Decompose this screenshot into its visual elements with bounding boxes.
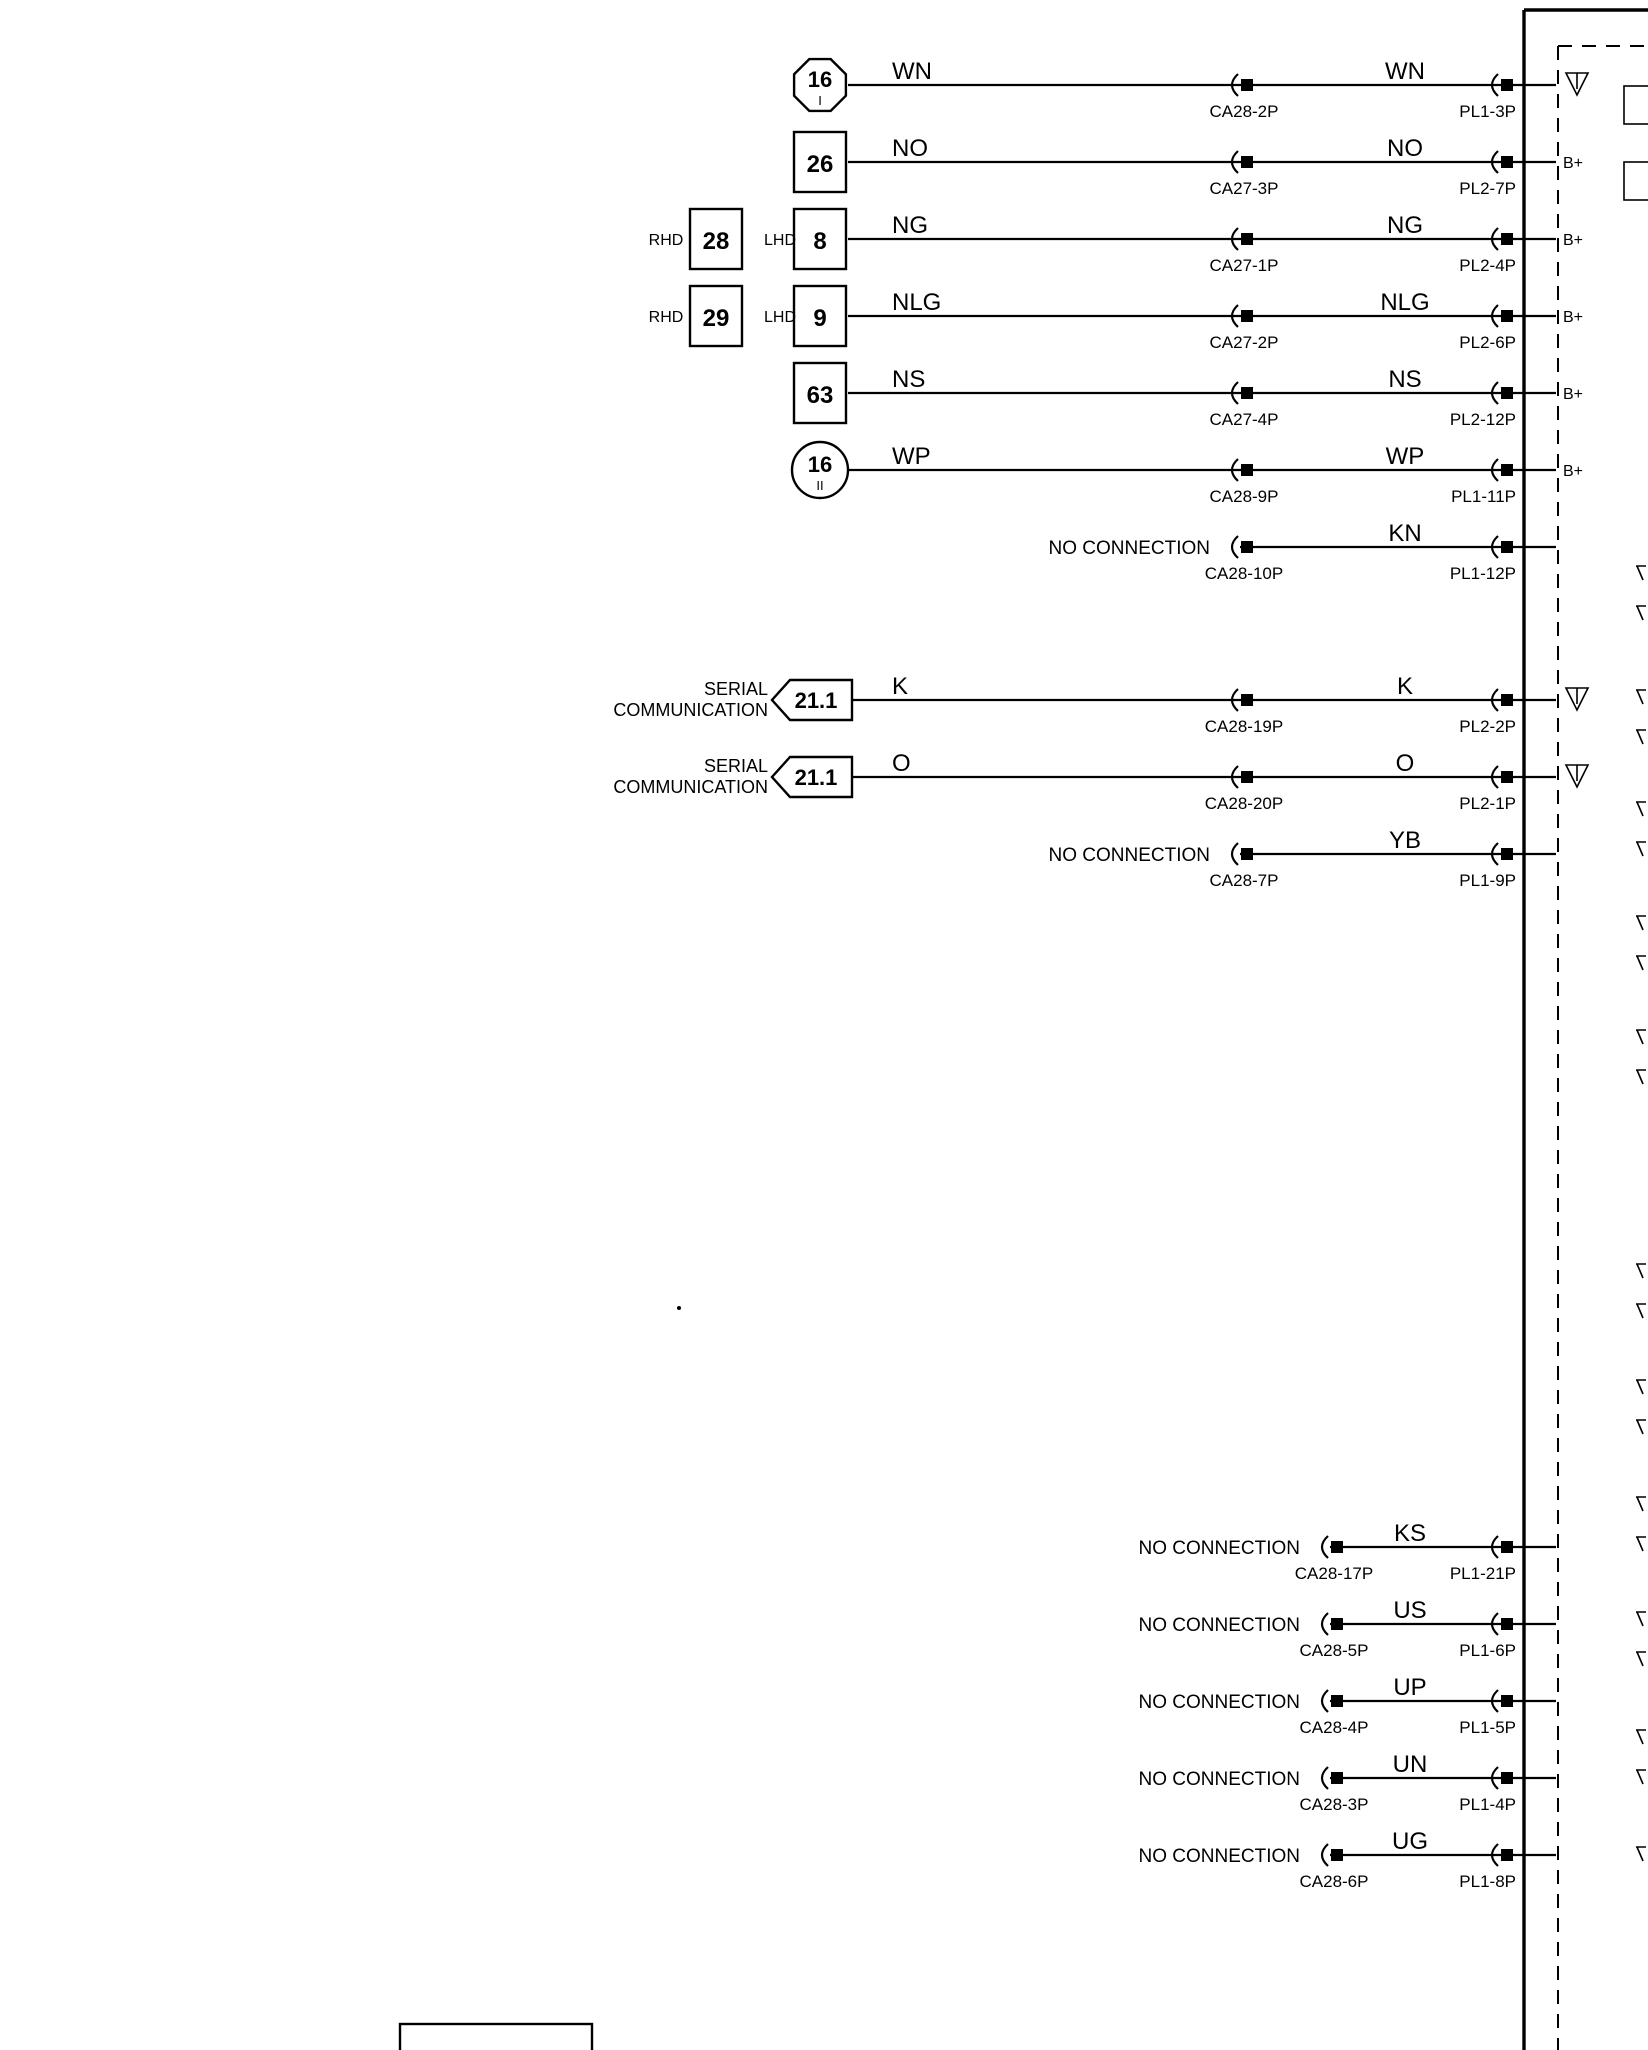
no-connection-label: NO CONNECTION — [1048, 538, 1210, 559]
mid-connector-label: CA28-5P — [1299, 1641, 1369, 1660]
mid-connector-label: CA28-9P — [1209, 487, 1279, 506]
right-wire-color: KN — [1388, 520, 1422, 547]
circuit-row — [1139, 1751, 1557, 1814]
left-wire-color: NS — [892, 366, 926, 393]
edge-mark — [1636, 730, 1646, 744]
right-wire-color: WP — [1385, 443, 1425, 470]
edge-mark — [1636, 1847, 1646, 1861]
edge-mark — [1636, 916, 1646, 930]
alt-ref-number: 29 — [702, 305, 730, 332]
lhd-tag: LHD — [763, 232, 797, 249]
no-connection-label: NO CONNECTION — [1138, 1769, 1300, 1790]
mid-connector-label: CA28-2P — [1209, 102, 1279, 121]
right-wire-color: NO — [1387, 135, 1423, 162]
no-connection-label: NO CONNECTION — [1138, 1846, 1300, 1867]
lhd-tag: LHD — [763, 309, 797, 326]
mid-connector — [1322, 1536, 1343, 1558]
stray-dot — [677, 1306, 681, 1310]
ref-label: SERIAL — [703, 756, 768, 776]
edge-mark — [1636, 1497, 1646, 1511]
edge-mark — [1636, 1380, 1646, 1394]
left-wire-color: K — [892, 673, 909, 700]
ecu-connector-label: PL2-6P — [1459, 333, 1516, 352]
edge-mark — [1636, 842, 1646, 856]
edge-mark — [1636, 1770, 1646, 1784]
no-connection-label: NO CONNECTION — [1138, 1538, 1300, 1559]
circuit-row — [794, 58, 1588, 121]
ecu-connector-label: PL2-7P — [1459, 179, 1516, 198]
circuit-row — [649, 209, 1583, 275]
mid-connector-label: CA28-3P — [1299, 1795, 1369, 1814]
ecu-connector-label: PL1-4P — [1459, 1795, 1516, 1814]
ref-number: 21.1 — [794, 765, 838, 790]
ecu-connector-label: PL1-21P — [1449, 1564, 1516, 1583]
no-connection-label: NO CONNECTION — [1138, 1615, 1300, 1636]
right-wire-color: WN — [1385, 58, 1425, 85]
edge-mark — [1636, 1537, 1646, 1551]
circuit-row — [649, 286, 1583, 352]
ecu-connector-label: PL2-2P — [1459, 717, 1516, 736]
right-wire-color: US — [1393, 1597, 1427, 1624]
ecu-pin-label: B+ — [1563, 463, 1584, 480]
mid-connector-label: CA27-1P — [1209, 256, 1279, 275]
left-wire-color: NLG — [892, 289, 942, 316]
mid-connector-label: CA27-4P — [1209, 410, 1279, 429]
ref-number: 63 — [806, 382, 834, 409]
edge-mark — [1636, 1612, 1646, 1626]
mid-connector — [1322, 1613, 1343, 1635]
ref-sub: I — [818, 93, 822, 108]
ecu-pin-label: B+ — [1563, 386, 1584, 403]
mid-connector-label: CA28-19P — [1204, 717, 1284, 736]
circuit-row — [1049, 520, 1557, 583]
circuit-row — [794, 363, 1583, 429]
mid-connector-label: CA27-3P — [1209, 179, 1279, 198]
ecu-connector-label: PL2-4P — [1459, 256, 1516, 275]
ecu-pin-label: B+ — [1563, 232, 1584, 249]
ref-label: SERIAL — [703, 679, 768, 699]
mid-connector-label: CA28-4P — [1299, 1718, 1369, 1737]
ref-sub: II — [816, 478, 824, 493]
bottom-box — [400, 2024, 592, 2050]
mid-connector-label: CA28-10P — [1204, 564, 1284, 583]
ref-label: COMMUNICATION — [613, 777, 768, 797]
right-wire-color: UG — [1392, 1828, 1428, 1855]
circuit-row — [792, 442, 1583, 506]
mid-connector — [1232, 843, 1253, 865]
right-wire-color: NS — [1388, 366, 1422, 393]
circuit-row — [1139, 1520, 1557, 1583]
edge-mark — [1636, 1730, 1646, 1744]
no-connection-label: NO CONNECTION — [1138, 1692, 1300, 1713]
right-wire-color: YB — [1388, 827, 1422, 854]
mid-connector-label: CA27-2P — [1209, 333, 1279, 352]
circuit-row — [1139, 1597, 1557, 1660]
ecu-connector-label: PL1-3P — [1459, 102, 1516, 121]
edge-mark — [1636, 1304, 1646, 1318]
no-connection-label: NO CONNECTION — [1048, 845, 1210, 866]
edge-mark — [1636, 1264, 1646, 1278]
ref-number: 8 — [813, 228, 827, 255]
ref-number: 16 — [807, 67, 833, 92]
mid-connector-label: CA28-20P — [1204, 794, 1284, 813]
ecu-connector-label: PL1-6P — [1459, 1641, 1516, 1660]
edge-mark — [1636, 1030, 1646, 1044]
right-wire-color: UN — [1392, 1751, 1428, 1778]
left-wire-color: O — [892, 750, 911, 777]
circuit-row — [613, 673, 1588, 736]
ref-number: 9 — [813, 305, 827, 332]
alt-ref-number: 28 — [702, 228, 730, 255]
circuit-row — [1049, 827, 1557, 890]
ecu-connector-label: PL2-12P — [1449, 410, 1516, 429]
rhd-tag: RHD — [648, 232, 684, 249]
ecu-pin-label: B+ — [1563, 155, 1584, 172]
right-wire-color: K — [1396, 673, 1414, 700]
ecu-connector-label: PL1-5P — [1459, 1718, 1516, 1737]
left-wire-color: WP — [892, 443, 931, 470]
left-wire-color: NO — [892, 135, 928, 162]
ecu-connector-label: PL1-8P — [1459, 1872, 1516, 1891]
right-wire-color: O — [1395, 750, 1415, 777]
ref-number: 26 — [806, 151, 834, 178]
edge-mark — [1636, 690, 1646, 704]
right-wire-color: KS — [1393, 1520, 1427, 1547]
ecu-right-edge-marks — [1636, 566, 1646, 1861]
rhd-tag: RHD — [648, 309, 684, 326]
ecu-connector-label: PL1-9P — [1459, 871, 1516, 890]
edge-mark — [1636, 566, 1646, 580]
ecu-connector-label: PL2-1P — [1459, 794, 1516, 813]
right-wire-color: NLG — [1380, 289, 1430, 316]
circuit-row — [1139, 1674, 1557, 1737]
circuit-row — [1139, 1828, 1557, 1891]
edge-mark — [1636, 1420, 1646, 1434]
mid-connector-label: CA28-17P — [1294, 1564, 1374, 1583]
mid-connector-label: CA28-7P — [1209, 871, 1279, 890]
mid-connector — [1322, 1690, 1343, 1712]
edge-mark — [1636, 1070, 1646, 1084]
ref-number: 16 — [807, 452, 833, 477]
mid-connector — [1232, 536, 1253, 558]
circuit-row — [794, 132, 1583, 198]
ecu-connector-label: PL1-12P — [1449, 564, 1516, 583]
edge-mark — [1636, 802, 1646, 816]
mid-connector — [1322, 1767, 1343, 1789]
right-wire-color: NG — [1387, 212, 1423, 239]
circuit-row — [613, 750, 1588, 813]
left-wire-color: WN — [892, 58, 932, 85]
ecu-pin-label: B+ — [1563, 309, 1584, 326]
edge-mark — [1636, 956, 1646, 970]
mid-connector-label: CA28-6P — [1299, 1872, 1369, 1891]
edge-mark — [1636, 606, 1646, 620]
ecu-connector-label: PL1-11P — [1451, 487, 1516, 506]
ref-label: COMMUNICATION — [613, 700, 768, 720]
edge-mark — [1636, 1652, 1646, 1666]
left-wire-color: NG — [892, 212, 928, 239]
mid-connector — [1322, 1844, 1343, 1866]
ref-number: 21.1 — [794, 688, 838, 713]
right-wire-color: UP — [1393, 1674, 1427, 1701]
